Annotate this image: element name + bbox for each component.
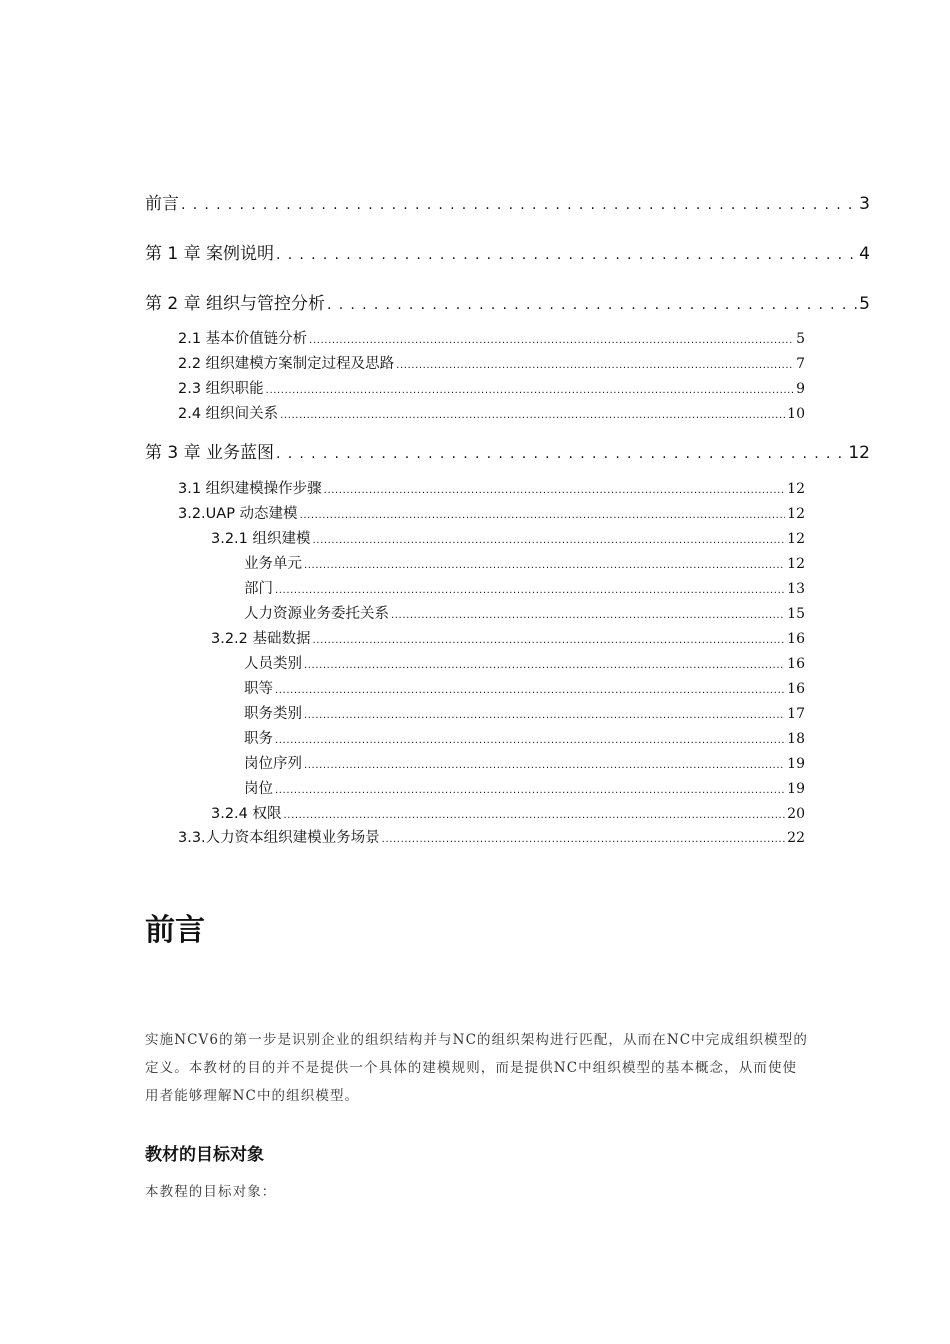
toc-entry-title: 职务 [244, 731, 273, 747]
toc-entry-title: 2.2 组织建模方案制定过程及思路 [178, 356, 395, 372]
toc-entry-3-3[interactable] [178, 826, 805, 847]
toc-entry-title: 2.4 组织间关系 [178, 406, 279, 422]
toc-entry-page: 13 [787, 581, 805, 597]
toc-entry-page: 16 [787, 681, 805, 697]
toc-entry-title: 第 2 章 组织与管控分析 [145, 294, 326, 314]
toc-entry-page: 12 [848, 443, 870, 463]
toc-entry-title: 岗位序列 [244, 756, 302, 772]
toc-entry-3-2-1[interactable] [211, 527, 805, 548]
toc-entry-title: 2.3 组织职能 [178, 381, 264, 397]
toc-entry-post-sequence[interactable] [244, 752, 805, 773]
section-heading: 前言 [145, 913, 205, 948]
toc-entry-title: 职务类别 [244, 706, 302, 722]
toc-entry-title: 人力资源业务委托关系 [244, 606, 389, 622]
toc-entry-title: 人员类别 [244, 656, 302, 672]
toc-entry-title: 3.2.4 权限 [211, 806, 282, 822]
toc-entry-2-3[interactable] [178, 377, 805, 398]
toc-entry-department[interactable] [244, 577, 805, 598]
toc-entry-page: 3 [859, 194, 870, 214]
toc-entry-page: 5 [859, 294, 870, 314]
toc-entry-page: 4 [859, 244, 870, 264]
toc-entry-title: 部门 [244, 581, 273, 597]
toc-entry-page: 18 [787, 731, 805, 747]
toc-entry-page: 19 [787, 781, 805, 797]
toc-entry-preface[interactable] [145, 189, 870, 214]
toc-entry-job-grade[interactable] [244, 677, 805, 698]
toc-entry-page: 12 [787, 531, 805, 547]
toc-entry-page: 5 [796, 331, 805, 347]
toc-entry-title: 3.3.人力资本组织建模业务场景 [178, 830, 380, 846]
toc-entry-page: 12 [787, 481, 805, 497]
toc-entry-3-2-2[interactable] [211, 627, 805, 648]
toc-entry-title: 岗位 [244, 781, 273, 797]
toc-entry-page: 12 [787, 556, 805, 572]
toc-entry-title: 第 3 章 业务蓝图 [145, 443, 275, 463]
toc-entry-title: 3.2.2 基础数据 [211, 631, 311, 647]
toc-entry-page: 7 [796, 356, 805, 372]
toc-entry-2-2[interactable] [178, 352, 805, 373]
section-paragraph: 实施NCV6的第一步是识别企业的组织结构并与NC的组织架构进行匹配，从而在NC中完成组织模型的定义。本教材的目的并不是提供一个具体的建模规则，而是提供NC中组织模型的基本概念，从而使使用者能够理解NC中的组织模型。 [145, 1032, 808, 1104]
toc-entry-page: 10 [787, 406, 805, 422]
toc-entry-hr-delegation[interactable] [244, 602, 805, 623]
toc-entry-job[interactable] [244, 727, 805, 748]
toc-entry-page: 16 [787, 656, 805, 672]
toc-entry-3-2[interactable] [178, 502, 805, 523]
toc-entry-page: 9 [796, 381, 805, 397]
toc-entry-chapter-2[interactable] [145, 289, 870, 314]
subsection-paragraph: 本教程的目标对象： [145, 1184, 277, 1200]
toc-entry-title: 职等 [244, 681, 273, 697]
toc-entry-personnel-category[interactable] [244, 652, 805, 673]
subsection-heading: 教材的目标对象 [145, 1145, 264, 1165]
toc-entry-chapter-3[interactable] [145, 438, 870, 463]
toc-entry-chapter-1[interactable] [145, 239, 870, 264]
toc-entry-title: 前言 [145, 194, 179, 214]
toc-entry-page: 22 [787, 830, 805, 846]
toc-entry-3-2-4[interactable] [211, 802, 805, 823]
toc-entry-3-1[interactable] [178, 477, 805, 498]
toc-entry-post[interactable] [244, 777, 805, 798]
toc-entry-title: 业务单元 [244, 556, 302, 572]
toc-entry-page: 15 [787, 606, 805, 622]
toc-entry-title: 3.1 组织建模操作步骤 [178, 481, 322, 497]
toc-entry-page: 16 [787, 631, 805, 647]
toc-entry-page: 12 [787, 506, 805, 522]
toc-entry-title: 2.1 基本价值链分析 [178, 331, 308, 347]
toc-entry-title: 3.2.1 组织建模 [211, 531, 311, 547]
toc-entry-title: 3.2.UAP 动态建模 [178, 506, 298, 522]
toc-entry-2-4[interactable] [178, 402, 805, 423]
toc-entry-job-category[interactable] [244, 702, 805, 723]
toc-entry-2-1[interactable] [178, 327, 805, 348]
toc-entry-business-unit[interactable] [244, 552, 805, 573]
toc-entry-title: 第 1 章 案例说明 [145, 244, 275, 264]
toc-entry-page: 19 [787, 756, 805, 772]
toc-entry-page: 20 [787, 806, 805, 822]
toc-entry-page: 17 [787, 706, 805, 722]
